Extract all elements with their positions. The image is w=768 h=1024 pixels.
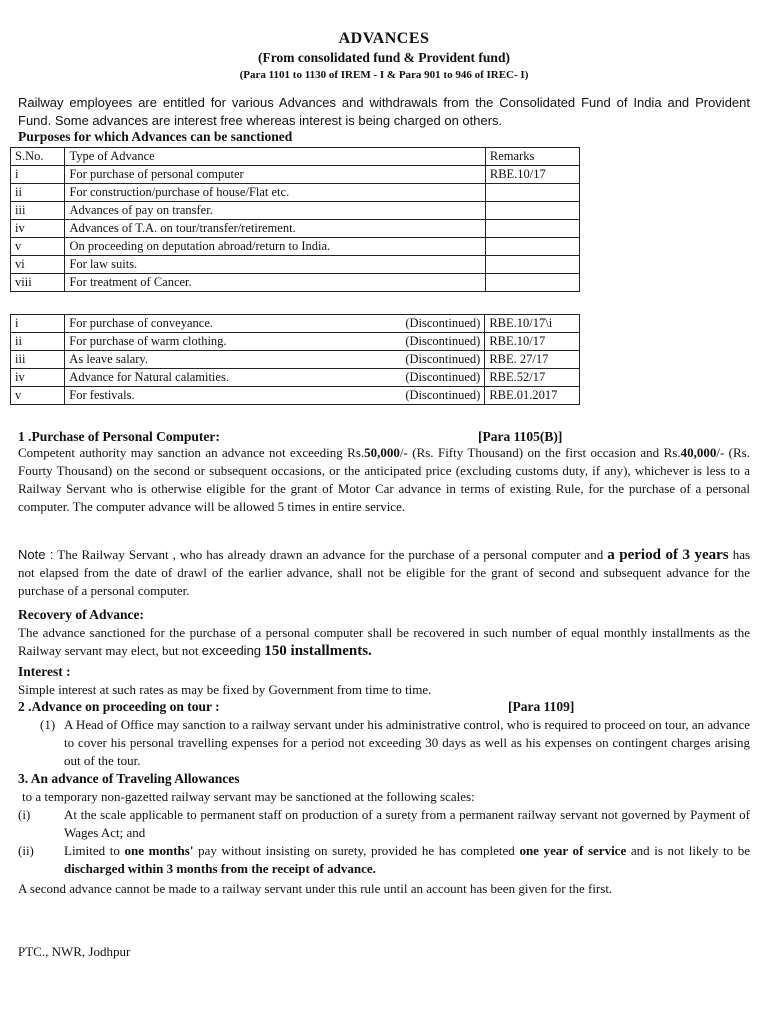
cell-type bbox=[65, 333, 485, 351]
cell-type: For purchase of personal computer bbox=[65, 166, 485, 184]
cell-type: For construction/purchase of house/Flat etc. bbox=[65, 184, 485, 202]
cell-remarks: RBE.01.2017 bbox=[485, 387, 580, 405]
note-text: The Railway Servant , who has already drawn an advance for the purchase of a personal computer and bbox=[57, 547, 604, 562]
section3-lead: to a temporary non-gazetted railway servant may be sanctioned at the following scales: bbox=[22, 789, 475, 804]
document-subtitle: (From consolidated fund & Provident fund) bbox=[258, 50, 510, 65]
table-header-row bbox=[11, 148, 580, 166]
section1-body-text: /- (Rs. Fifty Thousand) on the first occasion and Rs. bbox=[399, 445, 681, 460]
cell-type bbox=[65, 315, 485, 333]
cell-remarks: RBE.52/17 bbox=[485, 369, 580, 387]
cell-remarks: RBE.10/17\i bbox=[485, 315, 580, 333]
section2-heading-row bbox=[18, 698, 750, 716]
header-remarks: Remarks bbox=[485, 148, 579, 166]
cell-sno: iv bbox=[11, 369, 65, 387]
cell-remarks bbox=[485, 220, 579, 238]
cell-type: On proceeding on deputation abroad/return to India. bbox=[65, 238, 485, 256]
type-text: As leave salary. bbox=[69, 352, 148, 366]
cell-sno: ii bbox=[11, 184, 65, 202]
note-label: Note : bbox=[18, 547, 54, 562]
intro-paragraph: Railway employees are entitled for various Advances and withdrawals from the Consolidated Fund of India and Provident Fund. Some advances are interest free whereas interest is being charged on others. bbox=[18, 95, 750, 128]
note-text: has not elapsed from the date of drawl of the earlier advance, shall not be eligible for the grant of second and subsequent advance for the purchase of a personal computer. bbox=[18, 547, 751, 598]
status-text: (Discontinued) bbox=[405, 334, 481, 348]
recovery-text: exceeding bbox=[201, 643, 262, 658]
cell-sno: viii bbox=[11, 274, 65, 292]
type-text: Advance for Natural calamities. bbox=[69, 370, 229, 384]
section2-heading: 2 .Advance on proceeding on tour : bbox=[18, 699, 220, 714]
advances-table bbox=[10, 147, 580, 292]
cell-remarks bbox=[485, 238, 579, 256]
cell-remarks: RBE. 27/17 bbox=[485, 351, 580, 369]
cell-remarks bbox=[485, 256, 579, 274]
cell-remarks bbox=[485, 202, 579, 220]
section2-item-number: (1) bbox=[40, 717, 56, 732]
section1-amount-first: 50,000 bbox=[364, 445, 400, 460]
purposes-heading: Purposes for which Advances can be sanctioned bbox=[18, 129, 293, 144]
table-row bbox=[11, 202, 580, 220]
section3-item-i-number: (i) bbox=[18, 807, 31, 822]
cell-sno: i bbox=[11, 166, 65, 184]
section2-para-ref: [Para 1109] bbox=[508, 699, 575, 714]
document-title: ADVANCES bbox=[338, 30, 430, 47]
table-row bbox=[11, 387, 580, 405]
section3-item-i-text: At the scale applicable to permanent staff on production of a surety from a permanent railway servant not governed by Payment of Wages Act; and bbox=[64, 807, 750, 840]
cell-type: Advances of pay on transfer. bbox=[65, 202, 485, 220]
table-row bbox=[11, 184, 580, 202]
cell-sno: iii bbox=[11, 202, 65, 220]
cell-remarks bbox=[485, 274, 579, 292]
interest-heading: Interest : bbox=[18, 664, 71, 679]
section1-note bbox=[18, 546, 750, 600]
footer-office: PTC., NWR, Jodhpur bbox=[18, 944, 131, 959]
status-text: (Discontinued) bbox=[405, 388, 481, 402]
cell-type: For treatment of Cancer. bbox=[65, 274, 485, 292]
section3-closing: A second advance cannot be made to a railway servant under this rule until an account has been given for the first. bbox=[18, 881, 613, 896]
cell-sno: ii bbox=[11, 333, 65, 351]
section1-body-text: /- (Rs. Fourty Thousand) on the second or subsequent occasions, or the anticipated price (excluding customs duty, if any), whichever is less to a Railway Servant who is otherwise eligible for the grant of Motor Car advance in terms of existing Rule, for the purchase of a personal computer. The computer advance will be allowed 5 times in entire service. bbox=[18, 445, 750, 514]
table-row bbox=[11, 315, 580, 333]
cell-sno: i bbox=[11, 315, 65, 333]
section1-heading: 1 .Purchase of Personal Computer: bbox=[18, 429, 220, 444]
section2-item-text: A Head of Office may sanction to a railway servant under his administrative control, who is required to proceed on tour, an advance to cover his personal travelling expenses for a period not exceeding 30 days as well as his expenses on contingent charges arising out of the tour. bbox=[64, 717, 750, 768]
cell-sno: vi bbox=[11, 256, 65, 274]
section1-amount-subsequent: 40,000 bbox=[680, 445, 717, 460]
cell-type: For law suits. bbox=[65, 256, 485, 274]
note-emphasis: a period of 3 years bbox=[607, 547, 729, 563]
type-text: For purchase of conveyance. bbox=[69, 316, 213, 330]
item-text: Limited to bbox=[64, 843, 120, 858]
recovery-emphasis: 150 installments. bbox=[264, 643, 372, 659]
table-row bbox=[11, 238, 580, 256]
cell-type bbox=[65, 387, 485, 405]
type-text: For festivals. bbox=[69, 388, 135, 402]
item-emphasis: discharged within 3 months from the receipt of advance. bbox=[64, 861, 376, 876]
cell-sno: iv bbox=[11, 220, 65, 238]
table-row bbox=[11, 351, 580, 369]
cell-remarks: RBE.10/17 bbox=[485, 166, 579, 184]
recovery-heading: Recovery of Advance: bbox=[18, 607, 144, 622]
table-row bbox=[11, 369, 580, 387]
section1-body-text: Competent authority may sanction an advance not exceeding Rs. bbox=[18, 445, 365, 460]
status-text: (Discontinued) bbox=[405, 370, 481, 384]
table-row bbox=[11, 333, 580, 351]
item-emphasis: one months' bbox=[124, 843, 194, 858]
type-text: For purchase of warm clothing. bbox=[69, 334, 227, 348]
cell-type: Advances of T.A. on tour/transfer/retirement. bbox=[65, 220, 485, 238]
cell-remarks bbox=[485, 184, 579, 202]
table-row bbox=[11, 166, 580, 184]
cell-type bbox=[65, 369, 485, 387]
cell-sno: v bbox=[11, 238, 65, 256]
section3-heading: 3. An advance of Traveling Allowances bbox=[18, 771, 240, 786]
section1-para-ref: [Para 1105(B)] bbox=[478, 429, 563, 444]
cell-remarks: RBE.10/17 bbox=[485, 333, 580, 351]
item-text: and is not likely to be bbox=[630, 843, 751, 858]
interest-body: Simple interest at such rates as may be fixed by Government from time to time. bbox=[18, 682, 432, 697]
item-text: pay without insisting on surety, provided he has completed bbox=[198, 843, 515, 858]
header-sno: S.No. bbox=[11, 148, 65, 166]
section3-item-ii-number: (ii) bbox=[18, 843, 34, 858]
status-text: (Discontinued) bbox=[405, 316, 481, 330]
discontinued-advances-table bbox=[10, 314, 580, 405]
recovery-text: The advance sanctioned for the purchase of a personal computer shall be recovered in such number of equal monthly installments as the Railway servant may elect, but not bbox=[18, 625, 750, 658]
header-type: Type of Advance bbox=[65, 148, 485, 166]
item-emphasis: one year of service bbox=[519, 843, 627, 858]
cell-sno: v bbox=[11, 387, 65, 405]
cell-sno: iii bbox=[11, 351, 65, 369]
table-row bbox=[11, 256, 580, 274]
recovery-body bbox=[18, 624, 750, 660]
table-row bbox=[11, 220, 580, 238]
document-reference: (Para 1101 to 1130 of IREM - I & Para 901 to 946 of IREC- I) bbox=[239, 69, 529, 81]
section3-item-ii-text bbox=[64, 842, 750, 878]
status-text: (Discontinued) bbox=[405, 352, 481, 366]
section1-body bbox=[18, 444, 750, 516]
table-row bbox=[11, 274, 580, 292]
cell-type bbox=[65, 351, 485, 369]
